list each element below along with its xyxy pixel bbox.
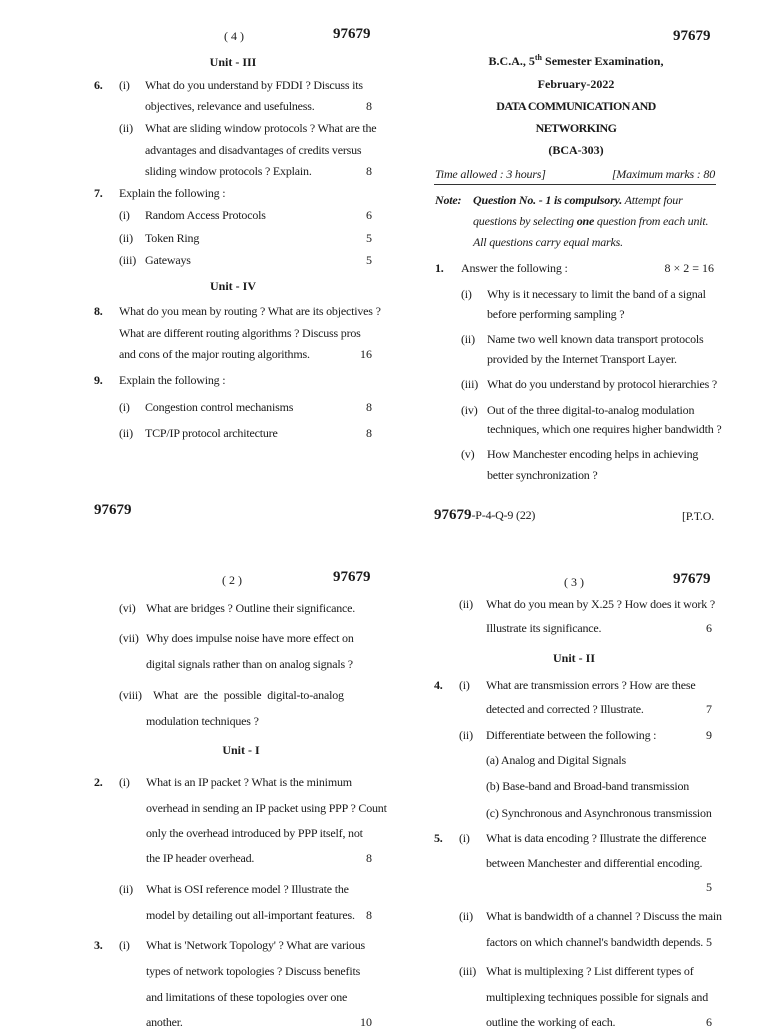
question-number: 1.	[435, 261, 444, 275]
question-text: before performing sampling ?	[487, 307, 625, 321]
question-text: Out of the three digital-to-analog modulation	[487, 403, 695, 417]
question-text: Illustrate its significance.	[486, 621, 602, 635]
question-text: What is OSI reference model ? Illustrate the	[146, 882, 349, 896]
sub-question-number: (i)	[459, 678, 470, 692]
unit-heading: Unit - II	[552, 651, 595, 665]
question-text: How Manchester encoding helps in achieving	[487, 447, 699, 461]
page-3	[384, 512, 768, 1029]
exam-title: B.C.A., 5th Semester Examination,	[488, 53, 664, 68]
sub-question-number: (iv)	[461, 403, 478, 417]
sub-question-number: (ii)	[459, 597, 473, 611]
sub-question-number: (iii)	[461, 377, 478, 391]
marks: 5	[366, 231, 372, 245]
paper-code: 97679	[333, 569, 371, 585]
question-number: 9.	[94, 373, 103, 387]
marks: 6	[366, 208, 372, 222]
question-number: 6.	[94, 78, 103, 92]
sub-question-number: (ii)	[119, 426, 133, 440]
marks: 9	[706, 728, 712, 742]
question-text: multiplexing techniques possible for signals and	[486, 990, 709, 1004]
sub-question-number: (vii)	[119, 631, 139, 645]
question-text: What do you mean by X.25 ? How does it work ?	[486, 597, 715, 611]
paper-code: 97679	[673, 571, 711, 587]
marks: 7	[706, 702, 712, 716]
time-allowed: Time allowed : 3 hours]	[435, 167, 546, 181]
question-text: What is 'Network Topology' ? What are various	[146, 938, 365, 952]
question-text: Random Access Protocols	[145, 208, 266, 222]
question-text: Name two well known data transport protocols	[487, 332, 704, 346]
question-text: Explain the following :	[119, 373, 226, 387]
question-text: overhead in sending an IP packet using PPP ? Count	[146, 801, 387, 815]
unit-heading: Unit - III	[209, 55, 257, 69]
question-number: 8.	[94, 304, 103, 318]
question-text: outline the working of each.	[486, 1015, 616, 1029]
marks: 8	[366, 426, 372, 440]
question-text: Why does impulse noise have more effect on	[146, 631, 354, 645]
marks: 6	[706, 1015, 712, 1029]
sub-question-number: (iii)	[119, 253, 136, 267]
page-number: ( 2 )	[222, 573, 242, 587]
marks: 8	[366, 400, 372, 414]
sub-question-number: (ii)	[119, 231, 133, 245]
footer-code: 97679	[94, 502, 132, 518]
page-number: ( 4 )	[224, 29, 244, 43]
question-text: Why is it necessary to limit the band of a signal	[487, 287, 706, 301]
question-text: and cons of the major routing algorithms.	[119, 347, 310, 361]
question-number: 2.	[94, 775, 103, 789]
sub-question-number: (ii)	[459, 728, 473, 742]
question-text: What do you mean by routing ? What are its objectives ?	[119, 304, 381, 318]
marks: 6	[706, 621, 712, 635]
question-text: between Manchester and differential encoding.	[486, 856, 703, 870]
question-text: techniques, which one requires higher bandwidth ?	[487, 422, 722, 436]
question-text: What are sliding window protocols ? What are the	[145, 121, 377, 135]
marks: 5	[706, 935, 712, 949]
question-text: types of network topologies ? Discuss benefits	[146, 964, 361, 978]
sub-question-number: (vi)	[119, 601, 136, 615]
question-text: What do you understand by protocol hierarchies ?	[487, 377, 717, 391]
sub-question-number: (viii)	[119, 688, 142, 702]
marks: 16	[360, 347, 372, 361]
paper-code: 97679	[673, 28, 711, 44]
question-text: digital signals rather than on analog signals ?	[146, 657, 353, 671]
marks: 8 × 2 = 16	[664, 261, 714, 275]
question-number: 5.	[434, 831, 443, 845]
page-4	[0, 0, 384, 518]
question-text: What are the possible digital-to-analog	[153, 688, 344, 702]
question-text: only the overhead introduced by PPP itself, not	[146, 826, 363, 840]
marks: 8	[366, 164, 372, 178]
sub-question-number: (ii)	[119, 121, 133, 135]
question-text: What are bridges ? Outline their significance.	[146, 601, 356, 615]
question-text: What is an IP packet ? What is the minimum	[146, 775, 352, 789]
page-number: ( 3 )	[564, 575, 584, 589]
question-text: provided by the Internet Transport Layer.	[487, 352, 677, 366]
question-number: 7.	[94, 186, 103, 200]
question-text: advantages and disadvantages of credits versus	[145, 143, 362, 157]
sub-question-number: (i)	[119, 938, 130, 952]
subject-title: DATA COMMUNICATION AND	[496, 99, 656, 113]
question-text: objectives, relevance and usefulness.	[145, 99, 315, 113]
unit-heading: Unit - IV	[209, 279, 256, 293]
sub-question-number: (i)	[119, 775, 130, 789]
question-text: What is bandwidth of a channel ? Discuss the main	[486, 909, 722, 923]
marks: 8	[366, 99, 372, 113]
sub-question-number: (ii)	[459, 909, 473, 923]
sub-question-number: (i)	[461, 287, 472, 301]
question-text: another.	[146, 1015, 183, 1029]
marks: 5	[706, 880, 712, 894]
question-text: and limitations of these topologies over one	[146, 990, 348, 1004]
question-text: What is data encoding ? Illustrate the difference	[486, 831, 707, 845]
subject-title: NETWORKING	[535, 121, 617, 135]
question-text: What is multiplexing ? List different types of	[486, 964, 694, 978]
question-text: model by detailing out all-important features.	[146, 908, 355, 922]
page-1	[384, 0, 768, 523]
unit-heading: Unit - I	[222, 743, 260, 757]
question-text: sliding window protocols ? Explain.	[145, 164, 312, 178]
question-text: Congestion control mechanisms	[145, 400, 294, 414]
question-text: Differentiate between the following :	[486, 728, 657, 742]
sub-question-number: (iii)	[459, 964, 476, 978]
please-turn-over: [P.T.O.	[681, 509, 714, 523]
exam-date: February-2022	[537, 77, 615, 91]
question-text: better synchronization ?	[487, 468, 598, 482]
sub-question-number: (i)	[119, 400, 130, 414]
question-text: Explain the following :	[119, 186, 226, 200]
question-text: What do you understand by FDDI ? Discuss its	[145, 78, 363, 92]
footer-code: 97679-P-4-Q-9 (22)	[434, 507, 536, 523]
list-item: (b) Base-band and Broad-band transmission	[486, 779, 690, 793]
question-text: detected and corrected ? Illustrate.	[486, 702, 644, 716]
list-item: (a) Analog and Digital Signals	[486, 753, 626, 767]
question-number: 4.	[434, 678, 443, 692]
sub-question-number: (i)	[119, 78, 130, 92]
marks: 5	[366, 253, 372, 267]
question-text: factors on which channel's bandwidth depends.	[486, 935, 704, 949]
list-item: (c) Synchronous and Asynchronous transmission	[486, 806, 712, 820]
question-text: What are different routing algorithms ? Discuss pros	[119, 326, 361, 340]
sub-question-number: (v)	[461, 447, 475, 461]
question-text: What are transmission errors ? How are these	[486, 678, 696, 692]
course-code: (BCA-303)	[548, 143, 604, 157]
note-text: Question No. - 1 is compulsory. Attempt four	[473, 193, 683, 207]
sub-question-number: (i)	[459, 831, 470, 845]
sub-question-number: (ii)	[461, 332, 475, 346]
question-text: the IP header overhead.	[146, 851, 255, 865]
maximum-marks: [Maximum marks : 80	[611, 167, 715, 181]
marks: 8	[366, 851, 372, 865]
sub-question-number: (i)	[119, 208, 130, 222]
question-text: Answer the following :	[461, 261, 568, 275]
marks: 10	[360, 1015, 372, 1029]
page-2	[0, 512, 387, 1029]
note-text: All questions carry equal marks.	[473, 235, 623, 249]
divider	[434, 184, 716, 185]
question-text: Token Ring	[145, 231, 200, 245]
question-text: Gateways	[145, 253, 191, 267]
question-text: TCP/IP protocol architecture	[145, 426, 278, 440]
marks: 8	[366, 908, 372, 922]
sub-question-number: (ii)	[119, 882, 133, 896]
note-text: questions by selecting one question from each unit.	[473, 214, 709, 228]
question-number: 3.	[94, 938, 103, 952]
note-label: Note:	[435, 193, 462, 207]
paper-code: 97679	[333, 26, 371, 42]
question-text: modulation techniques ?	[146, 714, 259, 728]
